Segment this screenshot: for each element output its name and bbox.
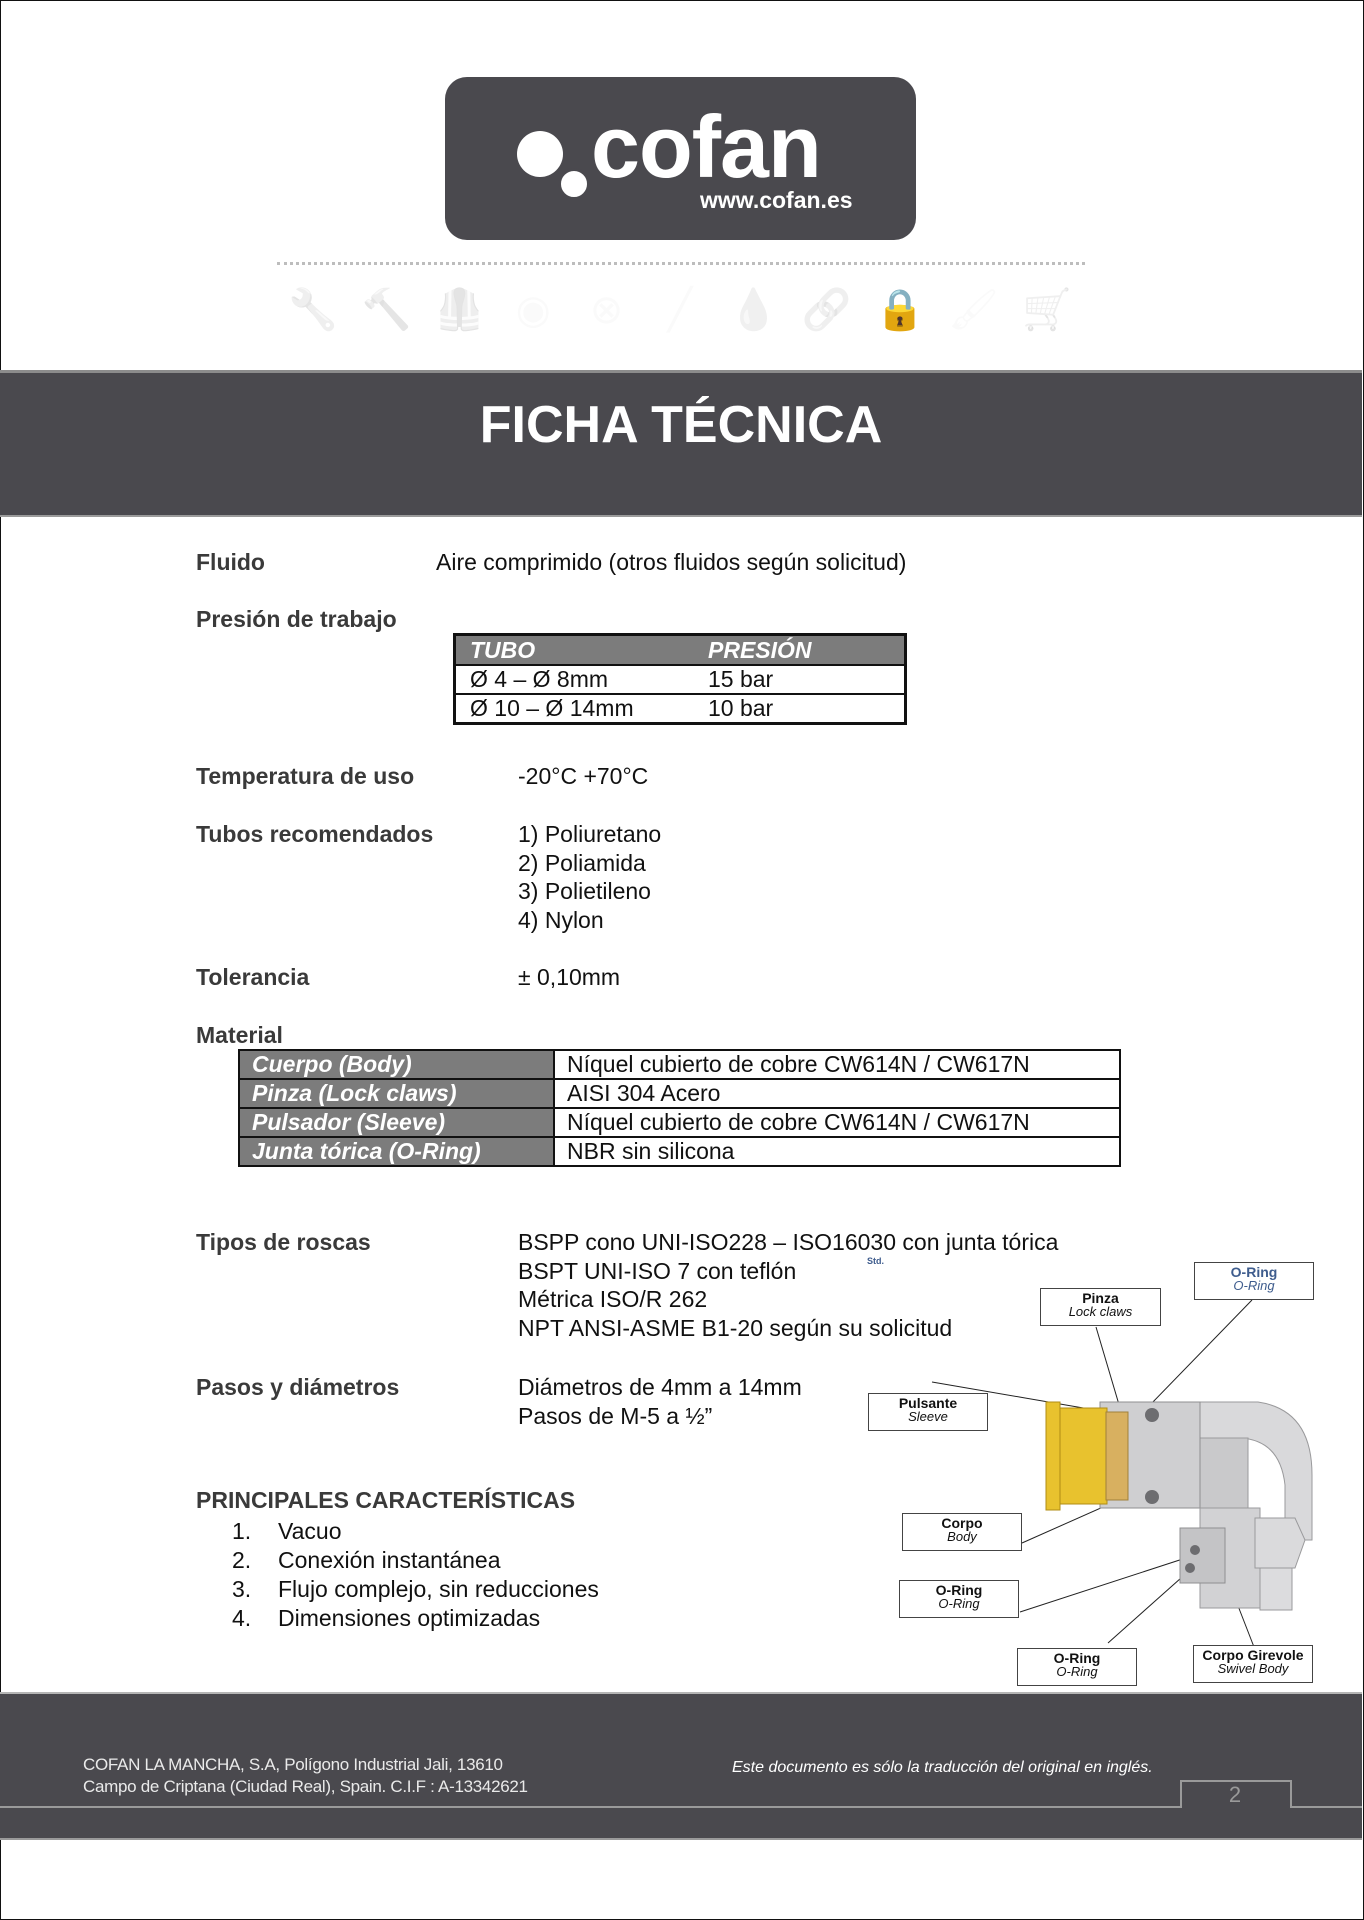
callout-subtitle: O-Ring xyxy=(1233,1278,1275,1293)
table-row xyxy=(239,1079,1120,1108)
list-item: Pasos de M-5 a ½” xyxy=(518,1402,713,1429)
item-number: 1. xyxy=(232,1518,252,1544)
material-spec: Níquel cubierto de cobre CW614N / CW617N xyxy=(554,1050,1120,1079)
workwear-icon: 🦺 xyxy=(434,288,485,332)
table-row xyxy=(455,665,906,694)
list-item: 4) Nylon xyxy=(518,906,604,933)
pressure-table-header xyxy=(455,635,906,666)
material-spec: NBR sin silicona xyxy=(554,1137,1120,1166)
table-row xyxy=(239,1137,1120,1166)
column-header-tubo: TUBO xyxy=(455,635,695,666)
wrench-icon: 🔧 xyxy=(288,288,338,332)
sleeve xyxy=(1055,1408,1107,1504)
item-text: Dimensiones optimizadas xyxy=(278,1605,541,1631)
blade-icon: ╱ xyxy=(667,288,692,332)
list-item: 2) Poliamida xyxy=(518,849,646,876)
callout-pulsante xyxy=(868,1393,988,1431)
trowel-icon: 🖌 xyxy=(948,288,999,332)
pasos-label: Pasos y diámetros xyxy=(196,1374,400,1400)
footer-band xyxy=(0,1692,1362,1840)
stray-note: Std. xyxy=(867,1256,884,1266)
logo-mark-dot xyxy=(558,168,590,200)
presion-cell: 15 bar xyxy=(694,665,906,694)
features-list xyxy=(232,1517,599,1633)
callout-o-ring-top xyxy=(1194,1262,1314,1300)
material-part: Pinza (Lock claws) xyxy=(239,1079,554,1108)
dotted-divider xyxy=(277,262,1085,265)
callout-corpo xyxy=(902,1513,1022,1551)
callout-o-ring-bottom xyxy=(1017,1648,1137,1686)
temperatura-value: -20°C +70°C xyxy=(518,763,649,789)
address-line-1: COFAN LA MANCHA, S.A, Polígono Industrial Jali, 13610 xyxy=(83,1755,503,1774)
callout-corpo-girevole xyxy=(1193,1645,1313,1683)
swivel-nut xyxy=(1180,1528,1225,1583)
drill-icon: 🔨 xyxy=(361,288,412,332)
list-item xyxy=(232,1604,599,1633)
tubo-cell: Ø 10 – Ø 14mm xyxy=(455,694,695,724)
presion-cell: 10 bar xyxy=(694,694,906,724)
list-item: 3) Polietileno xyxy=(518,878,651,904)
table-row xyxy=(239,1108,1120,1137)
fluido-value: Aire comprimido (otros fluidos según solicitud) xyxy=(436,549,907,575)
tape-icon: ⊗ xyxy=(589,288,624,332)
list-item: BSPP cono UNI-ISO228 – ISO16030 con junta tórica xyxy=(518,1229,1059,1255)
o-ring-swivel-2 xyxy=(1185,1563,1195,1573)
callout-title: Corpo xyxy=(941,1515,983,1531)
tolerancia-value: ± 0,10mm xyxy=(518,964,621,990)
cart-icon: 🛒 xyxy=(1022,288,1072,332)
list-item: Métrica ISO/R 262 xyxy=(518,1286,708,1312)
callout-title: O-Ring xyxy=(1053,1650,1101,1666)
material-part: Cuerpo (Body) xyxy=(239,1050,554,1079)
callout-subtitle: Body xyxy=(947,1529,977,1544)
material-label: Material xyxy=(196,1022,283,1048)
material-table xyxy=(238,1049,1121,1167)
callout-subtitle: O-Ring xyxy=(1056,1664,1098,1679)
lock-claws xyxy=(1106,1412,1128,1500)
roscas-label: Tipos de roscas xyxy=(196,1229,371,1255)
chain-icon: 🔗 xyxy=(801,288,852,332)
callout-o-ring-mid xyxy=(899,1580,1019,1618)
tolerancia-label: Tolerancia xyxy=(196,964,310,990)
list-item xyxy=(232,1575,599,1604)
item-number: 4. xyxy=(232,1605,252,1631)
pasos-list xyxy=(518,1373,802,1430)
presion-label: Presión de trabajo xyxy=(196,606,397,632)
leader-line xyxy=(1108,1570,1190,1643)
callout-subtitle: Sleeve xyxy=(908,1409,948,1424)
list-item: NPT ANSI-ASME B1-20 según su solicitud xyxy=(518,1314,953,1341)
tubos-list xyxy=(518,820,661,934)
table-row xyxy=(455,694,906,724)
logo-wordmark: cofan xyxy=(591,97,821,196)
list-item xyxy=(232,1517,599,1546)
list-item: 1) Poliuretano xyxy=(518,821,662,847)
list-item: BSPT UNI-ISO 7 con teflón xyxy=(518,1257,797,1284)
page-title: FICHA TÉCNICA xyxy=(479,396,883,454)
item-text: Flujo complejo, sin reducciones xyxy=(278,1576,599,1602)
page-number: 2 xyxy=(1228,1782,1242,1807)
callout-title: Pulsante xyxy=(898,1395,958,1411)
callout-title: O-Ring xyxy=(935,1582,983,1598)
callout-subtitle: Lock claws xyxy=(1068,1304,1133,1319)
fluido-label: Fluido xyxy=(196,549,265,575)
drop-icon: 💧 xyxy=(728,288,779,332)
table-row xyxy=(239,1050,1120,1079)
material-part: Junta tórica (O-Ring) xyxy=(239,1137,554,1166)
callout-title: Corpo Girevole xyxy=(1202,1647,1304,1663)
item-number: 3. xyxy=(232,1576,252,1602)
logo-mark xyxy=(517,131,563,177)
material-spec: Níquel cubierto de cobre CW614N / CW617N xyxy=(554,1108,1120,1137)
category-icons xyxy=(285,282,1075,338)
tubo-cell: Ø 4 – Ø 8mm xyxy=(455,665,695,694)
callout-title: Pinza xyxy=(1082,1290,1119,1306)
footer-rule xyxy=(0,1806,1180,1808)
list-item: Diámetros de 4mm a 14mm xyxy=(518,1374,802,1400)
thread xyxy=(1260,1568,1292,1610)
o-ring-lower xyxy=(1145,1490,1159,1504)
title-band xyxy=(0,370,1362,517)
temperatura-label: Temperatura de uso xyxy=(196,763,415,789)
address-line-2: Campo de Criptana (Ciudad Real), Spain. C.I.F : A-13342621 xyxy=(83,1777,528,1796)
sleeve-collar xyxy=(1046,1402,1060,1510)
leader-line xyxy=(1150,1300,1252,1405)
lock-icon: 🔒 xyxy=(875,288,926,332)
logo-url: www.cofan.es xyxy=(700,187,853,213)
disc-icon: ◉ xyxy=(515,288,551,332)
footer-rule-right xyxy=(1290,1806,1362,1808)
list-item xyxy=(232,1546,599,1575)
cofan-logo xyxy=(445,77,916,240)
callout-pinza xyxy=(1040,1288,1161,1326)
translation-note: Este documento es sólo la traducción del original en inglés. xyxy=(732,1759,1153,1776)
tubos-label: Tubos recomendados xyxy=(196,821,434,847)
callout-subtitle: Swivel Body xyxy=(1217,1661,1289,1676)
o-ring-upper xyxy=(1145,1408,1159,1422)
features-title: PRINCIPALES CARACTERÍSTICAS xyxy=(196,1487,576,1513)
pressure-table xyxy=(453,633,907,725)
item-text: Vacuo xyxy=(278,1518,342,1544)
item-number: 2. xyxy=(232,1547,252,1573)
hex-nut xyxy=(1255,1518,1305,1568)
leader-line xyxy=(1020,1555,1195,1612)
company-address xyxy=(83,1754,528,1798)
callout-subtitle: O-Ring xyxy=(938,1596,980,1611)
callout-title: O-Ring xyxy=(1230,1264,1278,1280)
material-part: Pulsador (Sleeve) xyxy=(239,1108,554,1137)
material-spec: AISI 304 Acero xyxy=(554,1079,1120,1108)
o-ring-swivel-1 xyxy=(1190,1545,1200,1555)
item-text: Conexión instantánea xyxy=(278,1547,501,1573)
column-header-presion: PRESIÓN xyxy=(694,635,906,666)
